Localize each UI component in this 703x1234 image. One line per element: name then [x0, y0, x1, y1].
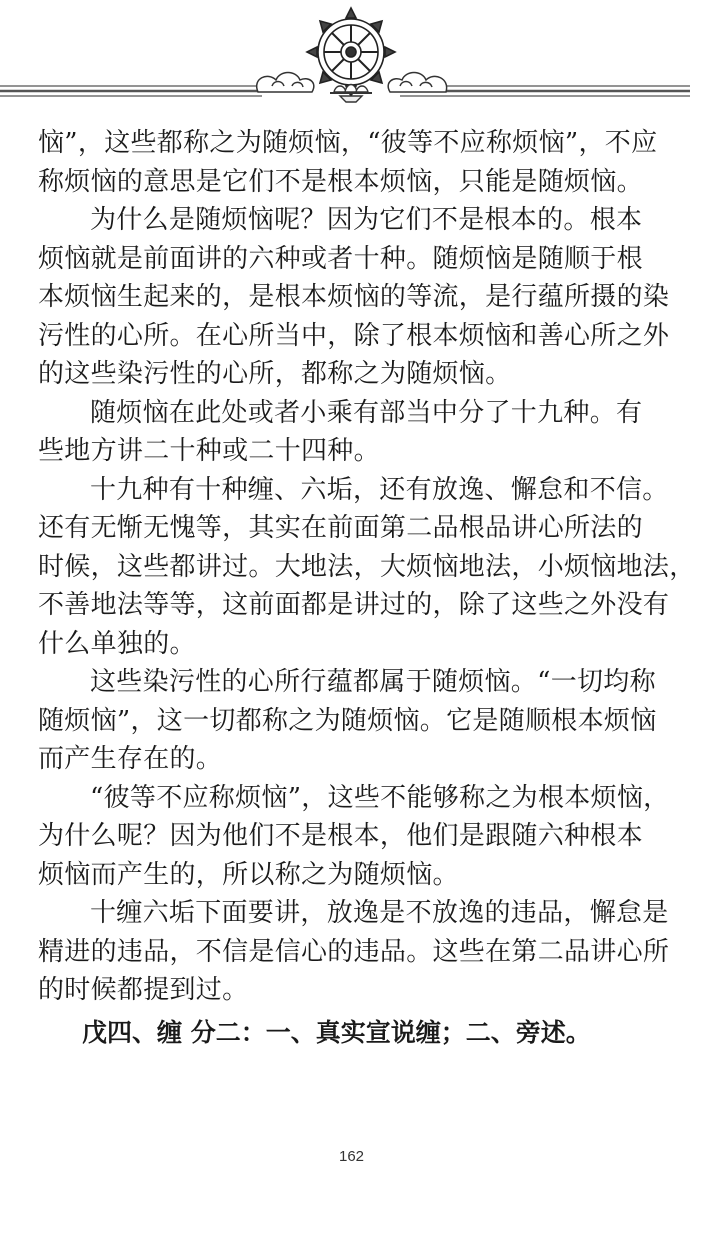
text-line: 为什么呢？因为他们不是根本，他们是跟随六种根本: [38, 821, 643, 851]
text-line: 时候，这些都讲过。大地法，大烦恼地法，小烦恼地法，: [38, 551, 696, 582]
text-line: 烦恼而产生的，所以称之为随烦恼。: [38, 859, 459, 890]
paragraph: [38, 394, 668, 471]
text-line: 恼”，这些都称之为随烦恼，“彼等不应称烦恼”，不应: [38, 128, 658, 158]
page-number: 162: [338, 1148, 365, 1165]
text-line: 称烦恼的意思是它们不是根本烦恼，只能是随烦恼。: [38, 166, 643, 197]
text-line: 而产生存在的。: [38, 744, 223, 774]
paragraph: [38, 663, 668, 779]
dharma-wheel-icon: [307, 8, 395, 96]
lotus-base-icon: [330, 85, 372, 103]
text-line: 的时候都提到过。: [38, 975, 249, 1005]
paragraph: [38, 201, 668, 394]
text-line: 为什么是随烦恼呢？因为它们不是根本的。根本: [90, 205, 643, 235]
text-line: 还有无惭无愧等，其实在前面第二品根品讲心所法的: [38, 513, 643, 543]
paragraph: [38, 471, 696, 664]
text-line: “彼等不应称烦恼”，这些不能够称之为根本烦恼，: [90, 782, 670, 813]
text-line: 些地方讲二十种或二十四种。: [38, 436, 380, 466]
text-line: 精进的违品，不信是信心的违品。这些在第二品讲心所: [38, 936, 670, 967]
text-line: 什么单独的。: [38, 628, 196, 659]
text-line: 不善地法等等，这前面都是讲过的，除了这些之外没有: [38, 590, 670, 620]
text-line: 十缠六垢下面要讲，放逸是不放逸的违品，懈怠是: [90, 898, 669, 928]
text-line: 烦恼就是前面讲的六种或者十种。随烦恼是随顺于根: [38, 243, 643, 274]
text-line: 污性的心所。在心所当中，除了根本烦恼和善心所之外: [38, 320, 670, 351]
text-line: 随烦恼在此处或者小乘有部当中分了十九种。有: [90, 397, 643, 428]
text-line: 本烦恼生起来的，是根本烦恼的等流，是行蕴所摄的染: [38, 282, 670, 312]
text-line: 随烦恼”，这一切都称之为随烦恼。它是随顺根本烦恼: [38, 705, 657, 736]
cloud-left-icon: [257, 73, 314, 93]
text-line: 十九种有十种缠、六垢，还有放逸、懈怠和不信。: [90, 474, 669, 505]
cloud-right-icon: [388, 73, 446, 93]
text-line: 的这些染污性的心所，都称之为随烦恼。: [38, 359, 512, 389]
page-body: [38, 124, 696, 1052]
header-ornament: [0, 0, 703, 110]
paragraph: [38, 779, 668, 895]
text-line: 这些染污性的心所行蕴都属于随烦恼。“一切均称: [90, 667, 656, 697]
section-heading: 戊四、缠 分二：一、真实宣说缠；二、旁述。: [82, 1017, 591, 1047]
paragraph: [38, 124, 668, 201]
paragraph: [38, 894, 668, 1010]
